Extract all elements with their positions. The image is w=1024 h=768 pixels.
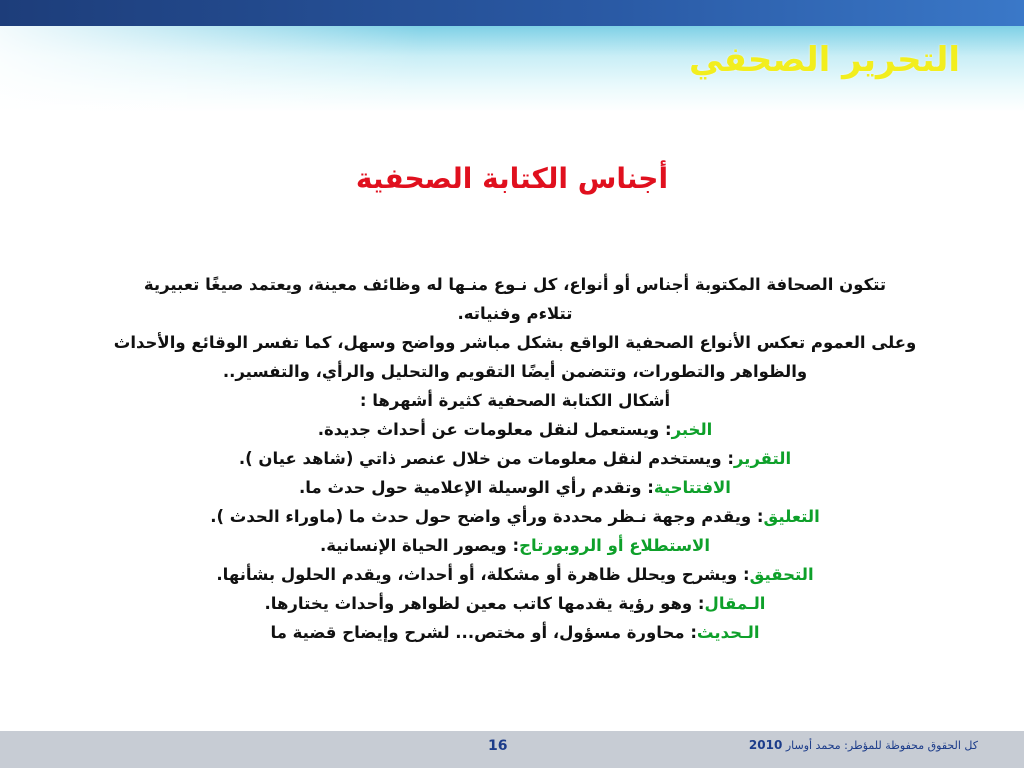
list-item xyxy=(70,618,960,647)
item-desc: : محاورة مسؤول، أو مختص... لشرح وإيضاح قضية ما xyxy=(270,623,697,642)
list-item xyxy=(70,589,960,618)
list-item xyxy=(70,502,960,531)
item-term: الخبر xyxy=(671,420,713,439)
intro-line-1: تتكون الصحافة المكتوبة أجناس أو أنواع، كل نـوع منـها له وظائف معينة، ويعتمد صيغًا تعبيرية xyxy=(143,275,887,294)
item-term: الـحديث xyxy=(696,623,760,642)
copyright-notice xyxy=(749,738,978,752)
item-term: التقرير xyxy=(733,449,792,468)
item-term: الافتتاحية xyxy=(653,478,731,497)
list-item xyxy=(70,444,960,473)
item-term: الاستطلاع أو الروبورتاج xyxy=(519,536,710,555)
item-term: التعليق xyxy=(763,507,820,526)
top-bar xyxy=(0,0,1024,26)
item-desc: : ويستخدم لنقل معلومات من خلال عنصر ذاتي (شاهد عيان ). xyxy=(238,449,734,468)
copyright-year: 2010 xyxy=(748,738,783,752)
item-term: الـمقال xyxy=(704,594,766,613)
section-heading: أجناس الكتابة الصحفية xyxy=(355,162,669,195)
item-desc: : ويشرح ويحلل ظاهرة أو مشكلة، أو أحداث، ويقدم الحلول بشأنها. xyxy=(216,565,750,584)
forms-intro: أشكال الكتابة الصحفية كثيرة أشهرها : xyxy=(359,391,671,410)
item-desc: : وتقدم رأي الوسيلة الإعلامية حول حدث ما. xyxy=(299,478,654,497)
item-desc: : ويستعمل لنقل معلومات عن أحداث جديدة. xyxy=(317,420,672,439)
list-item xyxy=(70,415,960,444)
item-desc: : ويصور الحياة الإنسانية. xyxy=(319,536,520,555)
item-desc: : وهو رؤية يقدمها كاتب معين لظواهر وأحداث يختارها. xyxy=(264,594,705,613)
item-term: التحقيق xyxy=(749,565,814,584)
general-line-1: وعلى العموم تعكس الأنواع الصحفية الواقع بشكل مباشر وواضح وسهل، كما تفسر الوقائع والأحداث xyxy=(113,333,917,352)
general-line-2: والظواهر والتطورات، وتتضمن أيضًا التقويم والتحليل والرأي، والتفسير.. xyxy=(222,362,808,381)
list-item xyxy=(70,531,960,560)
slide-body xyxy=(70,270,960,647)
list-item xyxy=(70,473,960,502)
copyright-text: كل الحقوق محفوظة للمؤطر: محمد أوسار xyxy=(785,739,978,752)
page-number: 16 xyxy=(488,738,508,754)
slide-title: التحرير الصحفي xyxy=(688,40,960,80)
item-desc: : ويقدم وجهة نـظر محددة ورأي واضح حول حدث ما (ماوراء الحدث ). xyxy=(210,507,764,526)
list-item xyxy=(70,560,960,589)
intro-line-2: تتلاءم وفنياته. xyxy=(457,304,573,323)
